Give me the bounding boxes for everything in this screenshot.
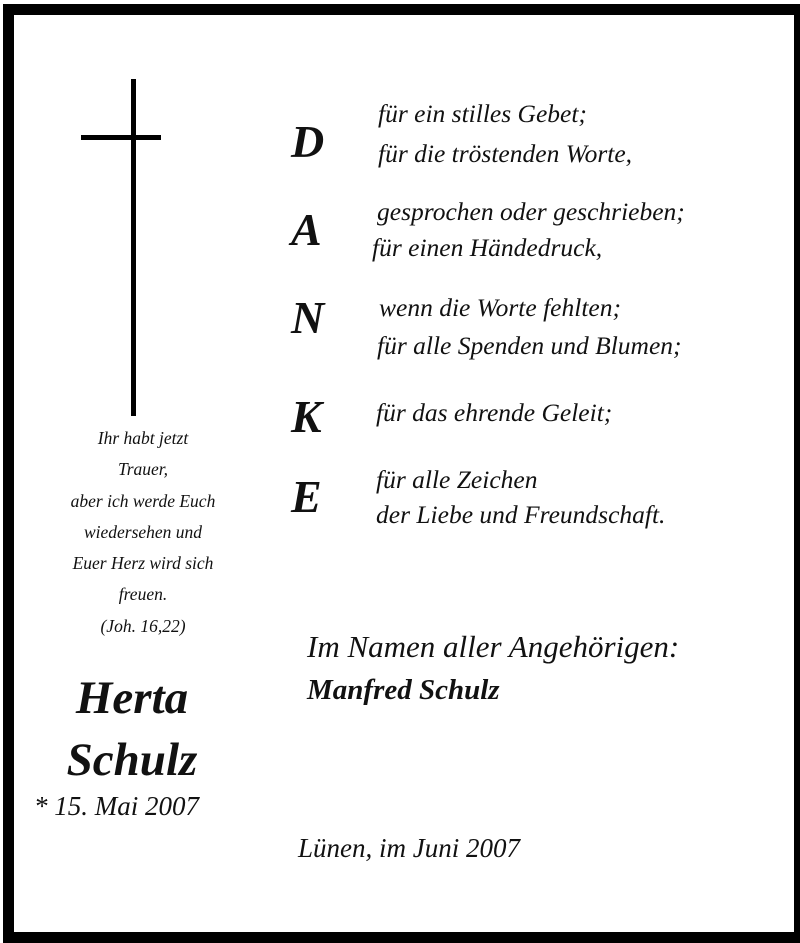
thanks-line: für ein stilles Gebet; bbox=[378, 99, 587, 128]
deceased-first-name: Herta bbox=[75, 672, 189, 724]
danke-letter-e: E bbox=[291, 471, 322, 522]
verse-line: Ihr habt jetzt bbox=[97, 428, 189, 448]
thanks-line: für einen Händedruck, bbox=[372, 233, 603, 262]
danke-letter-n: N bbox=[291, 292, 325, 343]
signature-intro: Im Namen aller Angehörigen: bbox=[307, 629, 680, 664]
cross-horizontal-bar bbox=[81, 135, 161, 140]
verse-line: Trauer, bbox=[117, 459, 169, 480]
cross-vertical-bar bbox=[131, 79, 136, 416]
danke-letter-a: A bbox=[291, 204, 322, 255]
thanks-line: für das ehrende Geleit; bbox=[376, 398, 613, 427]
thanks-line: gesprochen oder geschrieben; bbox=[377, 197, 685, 226]
thanks-line: für alle Spenden und Blumen; bbox=[377, 331, 682, 360]
danke-letter-d: D bbox=[291, 116, 325, 167]
verse-line: Euer Herz wird sich bbox=[72, 553, 214, 574]
danke-letter-k: K bbox=[291, 391, 322, 442]
deceased-last-name: Schulz bbox=[66, 734, 198, 786]
place-date: Lünen, im Juni 2007 bbox=[298, 833, 520, 863]
verse-line: aber ich werde Euch bbox=[70, 490, 216, 511]
thanks-line: für die tröstenden Worte, bbox=[378, 139, 633, 168]
thanks-line: der Liebe und Freundschaft. bbox=[376, 500, 666, 529]
thanks-line: wenn die Worte fehlten; bbox=[379, 293, 621, 322]
thanks-line: für alle Zeichen bbox=[376, 465, 538, 494]
obituary-notice bbox=[3, 4, 800, 943]
verse-line: wiedersehen und bbox=[83, 521, 203, 542]
verse-reference: (Joh. 16,22) bbox=[100, 615, 186, 636]
deceased-date: * 15. Mai 2007 bbox=[34, 791, 199, 821]
signature-name: Manfred Schulz bbox=[307, 674, 500, 706]
verse-line: freuen. bbox=[118, 584, 168, 605]
bible-verse bbox=[24, 423, 262, 642]
